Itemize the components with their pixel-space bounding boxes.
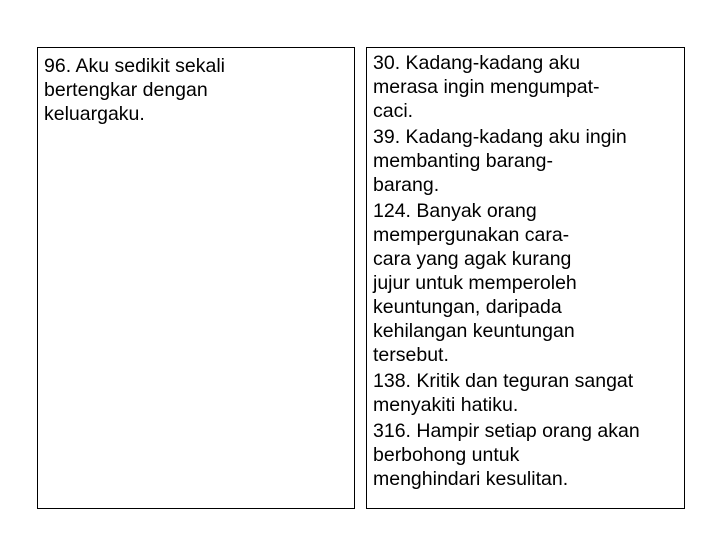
statement-number: 124. — [373, 200, 411, 222]
statement-text-line: bertengkar dengan — [44, 79, 208, 101]
right-statement-box — [366, 47, 685, 509]
statement-number: 39. — [373, 126, 401, 148]
left-statement-box — [37, 47, 355, 509]
statement-text-line: membanting barang- — [373, 150, 553, 172]
statement-item — [373, 419, 678, 491]
statement-text-line: Kadang-kadang aku — [405, 52, 581, 74]
statement-number: 138. — [373, 370, 411, 392]
statement-text-line: mempergunakan cara- — [373, 224, 570, 246]
statement-item — [44, 54, 348, 126]
statement-item — [373, 369, 678, 417]
statement-text-line: tersebut. — [373, 344, 449, 366]
statement-text-line: kehilangan keuntungan — [373, 320, 575, 342]
statement-item — [373, 51, 678, 123]
statement-number: 96. — [44, 55, 72, 77]
statement-text-line: cara yang agak kurang — [373, 248, 572, 270]
statement-text-line: Banyak orang — [416, 200, 537, 222]
statement-text-line: keuntungan, daripada — [373, 296, 562, 318]
statement-text-line: merasa ingin mengumpat- — [373, 76, 600, 98]
statement-item — [373, 199, 678, 367]
statement-text-line: berbohong untuk — [373, 444, 520, 466]
statement-text-line: keluargaku. — [44, 103, 145, 125]
statement-text-line: Hampir setiap orang akan — [416, 420, 640, 442]
statement-text-line: barang. — [373, 174, 440, 196]
statement-text-line: menyakiti hatiku. — [373, 394, 519, 416]
statement-text-line: Kadang-kadang aku ingin — [405, 126, 627, 148]
statement-text-line: caci. — [373, 100, 414, 122]
statement-item — [373, 125, 678, 197]
statement-text-line: jujur untuk memperoleh — [373, 272, 577, 294]
statement-text-line: menghindari kesulitan. — [373, 468, 569, 490]
statement-number: 30. — [373, 52, 401, 74]
statement-text-line: Aku sedikit sekali — [75, 55, 226, 77]
statement-number: 316. — [373, 420, 411, 442]
statement-text-line: Kritik dan teguran sangat — [416, 370, 634, 392]
